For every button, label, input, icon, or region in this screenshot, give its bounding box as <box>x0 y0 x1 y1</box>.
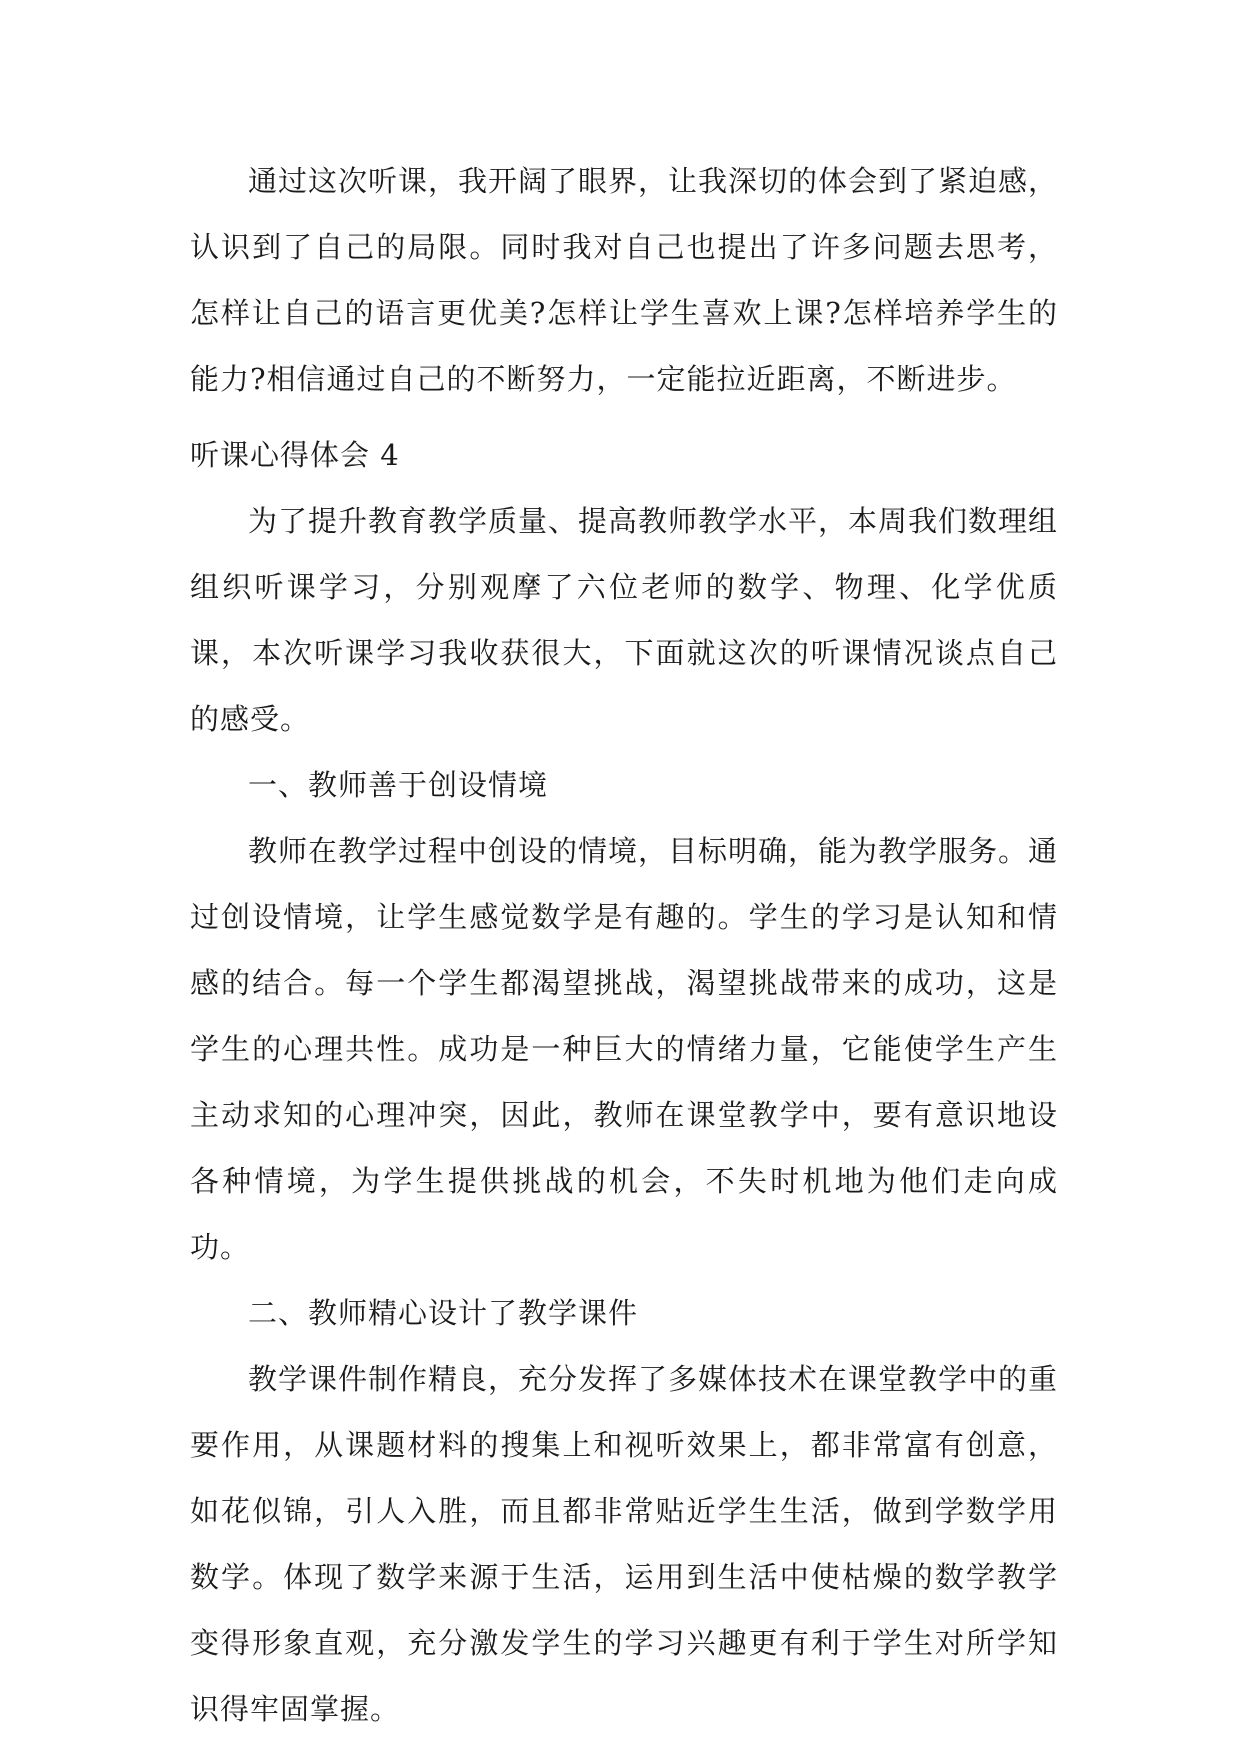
main-section <box>190 422 1058 1742</box>
body-paragraph: 教师在教学过程中创设的情境，目标明确，能为教学服务。通过创设情境，让学生感觉数学是有趣的。学生的学习是认知和情感的结合。每一个学生都渴望挑战，渴望挑战带来的成功，这是学生的心理共性。成功是一种巨大的情绪力量，它能使学生产生主动求知的心理冲突，因此，教师在课堂教学中，要有意识地设各种情境，为学生提供挑战的机会，不失时机地为他们走向成功。 <box>190 834 1059 1264</box>
body-paragraph: 为了提升教育教学质量、提高教师教学水平，本周我们数理组组织听课学习，分别观摩了六位老师的数学、物理、化学优质课，本次听课学习我收获很大，下面就这次的听课情况谈点自己的感受。 <box>190 504 1059 736</box>
intro-paragraph: 通过这次听课，我开阔了眼界，让我深切的体会到了紧迫感，认识到了自己的局限。同时我对自己也提出了许多问题去思考，怎样让自己的语言更优美?怎样让学生喜欢上课?怎样培养学生的能力?相信通过自己的不断努力，一定能拉近距离，不断进步。 <box>190 164 1059 396</box>
section-title: 听课心得体会 4 <box>190 438 400 472</box>
subheading-1: 一、教师善于创设情境 <box>248 768 549 802</box>
body-paragraph: 教学课件制作精良，充分发挥了多媒体技术在课堂教学中的重要作用，从课题材料的搜集上和视听效果上，都非常富有创意，如花似锦，引人入胜，而且都非常贴近学生生活，做到学数学用数学。体现了数学来源于生活，运用到生活中使枯燥的数学教学变得形象直观，充分激发学生的学习兴趣更有利于学生对所学知识得牢固掌握。 <box>190 1362 1059 1726</box>
intro-section <box>190 148 1058 412</box>
subheading-2: 二、教师精心设计了教学课件 <box>248 1296 639 1330</box>
